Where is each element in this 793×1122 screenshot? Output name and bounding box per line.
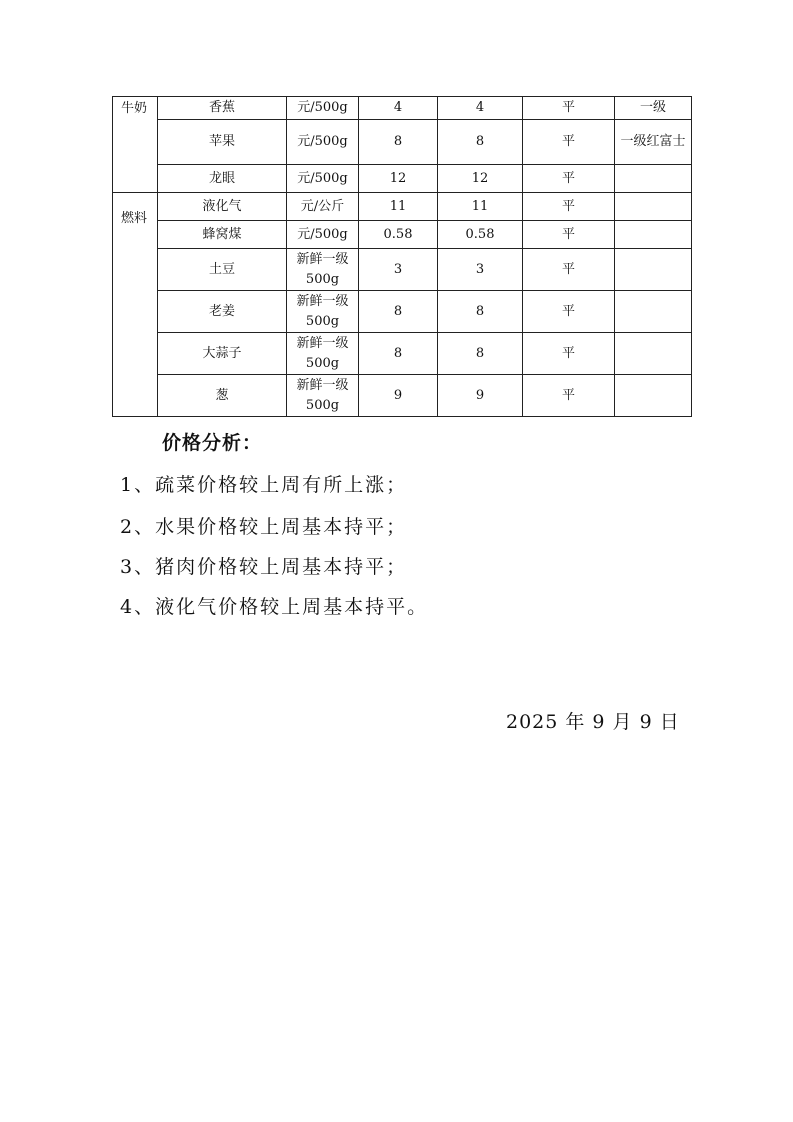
- table-row: [113, 120, 692, 165]
- prev-price-cell: 4: [359, 97, 438, 120]
- table-row: [113, 193, 692, 221]
- trend-cell: 平: [523, 221, 615, 249]
- curr-price-cell: 3: [438, 249, 523, 291]
- unit-cell: 元/500g: [287, 221, 359, 249]
- curr-price-cell: 9: [438, 375, 523, 417]
- note-cell: [615, 221, 692, 249]
- prev-price-cell: 12: [359, 165, 438, 193]
- table-row: [113, 221, 692, 249]
- prev-price-cell: 3: [359, 249, 438, 291]
- note-cell: [615, 249, 692, 291]
- table-row: [113, 333, 692, 375]
- trend-cell: 平: [523, 193, 615, 221]
- category-cell-fuel: 燃料: [113, 193, 158, 417]
- trend-cell: 平: [523, 333, 615, 375]
- item-name-cell: 老姜: [158, 291, 287, 333]
- curr-price-cell: 0.58: [438, 221, 523, 249]
- curr-price-cell: 8: [438, 291, 523, 333]
- unit-cell: 元/500g: [287, 97, 359, 120]
- trend-cell: 平: [523, 165, 615, 193]
- note-cell: [615, 193, 692, 221]
- analysis-item: 3、猪肉价格较上周基本持平；: [120, 556, 408, 578]
- note-cell: [615, 165, 692, 193]
- note-cell: 一级红富士: [615, 120, 692, 165]
- prev-price-cell: 9: [359, 375, 438, 417]
- curr-price-cell: 12: [438, 165, 523, 193]
- item-name-cell: 龙眼: [158, 165, 287, 193]
- unit-cell: 新鲜一级500g: [287, 291, 359, 333]
- curr-price-cell: 8: [438, 120, 523, 165]
- unit-cell: 元/公斤: [287, 193, 359, 221]
- trend-cell: 平: [523, 291, 615, 333]
- unit-cell: 元/500g: [287, 120, 359, 165]
- unit-cell: 新鲜一级500g: [287, 249, 359, 291]
- item-name-cell: 香蕉: [158, 97, 287, 120]
- category-cell-milk: 牛奶: [113, 97, 158, 193]
- trend-cell: 平: [523, 120, 615, 165]
- note-cell: [615, 375, 692, 417]
- trend-cell: 平: [523, 375, 615, 417]
- analysis-item: 4、液化气价格较上周基本持平。: [120, 596, 429, 618]
- item-name-cell: 大蒜子: [158, 333, 287, 375]
- prev-price-cell: 8: [359, 291, 438, 333]
- table-row: [113, 375, 692, 417]
- item-name-cell: 土豆: [158, 249, 287, 291]
- unit-cell: 元/500g: [287, 165, 359, 193]
- note-cell: 一级: [615, 97, 692, 120]
- note-cell: [615, 333, 692, 375]
- curr-price-cell: 8: [438, 333, 523, 375]
- prev-price-cell: 8: [359, 333, 438, 375]
- analysis-item: 1、疏菜价格较上周有所上涨；: [120, 474, 408, 496]
- table-row: [113, 97, 692, 120]
- item-name-cell: 液化气: [158, 193, 287, 221]
- table-row: [113, 165, 692, 193]
- trend-cell: 平: [523, 97, 615, 120]
- analysis-item: 2、水果价格较上周基本持平；: [120, 516, 408, 538]
- table-row: [113, 291, 692, 333]
- item-name-cell: 蜂窝煤: [158, 221, 287, 249]
- table-row: [113, 249, 692, 291]
- item-name-cell: 苹果: [158, 120, 287, 165]
- unit-cell: 新鲜一级500g: [287, 375, 359, 417]
- unit-cell: 新鲜一级500g: [287, 333, 359, 375]
- trend-cell: 平: [523, 249, 615, 291]
- prev-price-cell: 8: [359, 120, 438, 165]
- item-name-cell: 葱: [158, 375, 287, 417]
- analysis-heading: 价格分析：: [162, 432, 263, 454]
- curr-price-cell: 4: [438, 97, 523, 120]
- prev-price-cell: 0.58: [359, 221, 438, 249]
- document-date: 2025 年 9 月 9 日: [506, 711, 680, 733]
- price-table: [112, 96, 692, 417]
- curr-price-cell: 11: [438, 193, 523, 221]
- note-cell: [615, 291, 692, 333]
- prev-price-cell: 11: [359, 193, 438, 221]
